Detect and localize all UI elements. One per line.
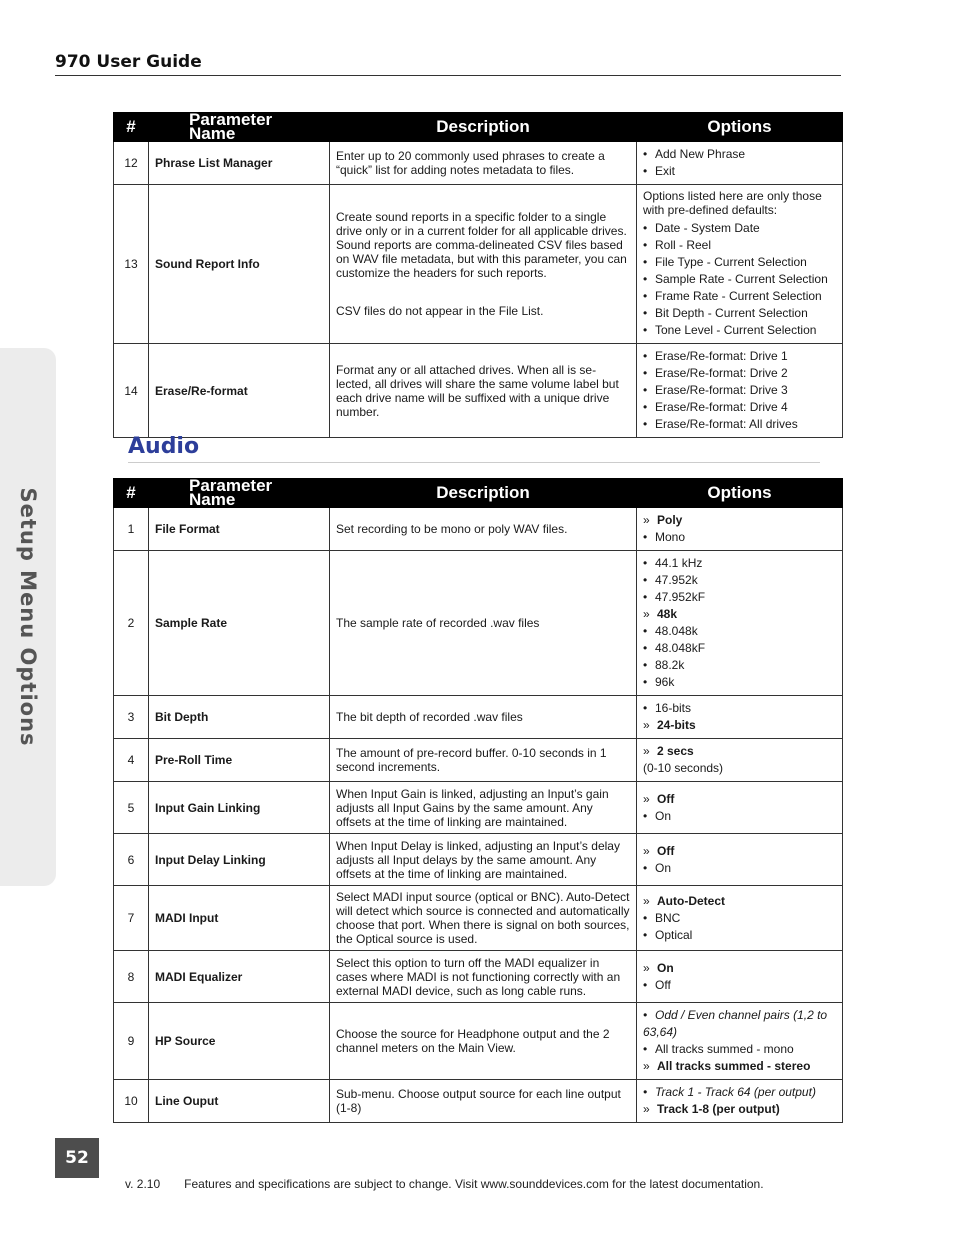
table-row xyxy=(114,142,843,185)
parameter-description xyxy=(330,739,637,782)
option-item xyxy=(643,529,836,546)
option-text: Auto-Detect xyxy=(657,893,725,908)
section-title-audio: Audio xyxy=(128,434,200,459)
option-text: All tracks summed - mono xyxy=(655,1042,794,1056)
row-number: 1 xyxy=(114,508,149,551)
option-item xyxy=(643,555,836,572)
option-text: Poly xyxy=(657,513,683,527)
row-number: 7 xyxy=(114,886,149,951)
option-text: On xyxy=(657,960,674,975)
bullet-icon: • xyxy=(643,910,648,925)
option-item xyxy=(643,146,836,163)
row-number: 10 xyxy=(114,1080,149,1123)
description-paragraph: Choose the source for Headphone output and the 2 channel meters on the Main View. xyxy=(336,1027,610,1055)
option-item xyxy=(643,860,836,877)
table-row xyxy=(114,951,843,1003)
option-text: Sample Rate - Current Selection xyxy=(655,272,828,286)
bullet-icon: • xyxy=(643,556,648,570)
option-text: File Type - Current Selection xyxy=(655,255,807,269)
option-item xyxy=(643,910,836,927)
option-text: 24-bits xyxy=(657,718,696,732)
parameter-name: Erase/Re-format xyxy=(149,344,330,438)
default-marker-icon: » xyxy=(643,513,650,527)
parameter-description xyxy=(330,834,637,886)
bullet-icon: • xyxy=(643,530,648,544)
column-header-options: Options xyxy=(637,479,843,508)
row-number: 2 xyxy=(114,551,149,696)
option-item-default xyxy=(643,893,836,910)
description-paragraph: When Input Delay is linked, adjusting an Input’s delay adjusts all Input delays by the same amount. Any offsets at the time of linking are maintained. xyxy=(336,838,620,881)
option-text: On xyxy=(655,808,672,823)
parameter-options xyxy=(637,185,843,344)
option-text: 47.952k xyxy=(655,573,698,587)
option-text: All tracks summed - stereo xyxy=(657,1059,811,1073)
description-paragraph: Set recording to be mono or poly WAV files. xyxy=(336,522,568,536)
default-marker-icon: » xyxy=(643,1059,650,1073)
option-item xyxy=(643,589,836,606)
description-paragraph: Enter up to 20 commonly used phrases to create a “quick” list for adding notes metadata to files. xyxy=(336,149,605,177)
parameters-table-audio xyxy=(113,478,843,1123)
default-marker-icon: » xyxy=(643,843,650,858)
option-text: 48k xyxy=(657,607,678,621)
option-item xyxy=(643,348,836,365)
column-header-num: # xyxy=(114,479,149,508)
option-item xyxy=(643,623,836,640)
option-item xyxy=(643,1041,836,1058)
parameter-description xyxy=(330,508,637,551)
option-item-default xyxy=(643,606,836,623)
default-marker-icon: » xyxy=(643,744,650,758)
option-item-default xyxy=(643,843,836,860)
parameter-options xyxy=(637,1080,843,1123)
default-marker-icon: » xyxy=(643,893,650,908)
option-item xyxy=(643,288,836,305)
option-text: Track 1-8 (per output) xyxy=(657,1102,780,1116)
bullet-icon: • xyxy=(643,808,648,823)
bullet-icon: • xyxy=(643,624,648,638)
option-item xyxy=(643,808,836,825)
option-text: 2 secs xyxy=(657,744,694,758)
parameter-options xyxy=(637,344,843,438)
parameter-name: Bit Depth xyxy=(149,696,330,739)
option-item xyxy=(643,760,836,777)
parameter-options xyxy=(637,739,843,782)
option-item xyxy=(643,416,836,433)
option-item xyxy=(643,365,836,382)
column-header-description: Description xyxy=(330,113,637,142)
option-text: Odd / Even channel pairs (1,2 to 63,64) xyxy=(643,1008,828,1039)
description-paragraph: The sample rate of recorded .wav files xyxy=(336,616,540,630)
option-item xyxy=(643,572,836,589)
parameter-options xyxy=(637,951,843,1003)
option-item xyxy=(643,382,836,399)
bullet-icon: • xyxy=(643,272,648,286)
description-paragraph: The amount of pre-record buffer. 0-10 seconds in 1 second increments. xyxy=(336,746,607,774)
table-row xyxy=(114,551,843,696)
option-text: 48.048k xyxy=(655,624,698,638)
parameter-options xyxy=(637,834,843,886)
parameter-description xyxy=(330,1080,637,1123)
parameter-name: MADI Equalizer xyxy=(149,951,330,1003)
parameter-options xyxy=(637,551,843,696)
bullet-icon: • xyxy=(643,366,648,380)
parameters-table-general xyxy=(113,112,843,438)
page-number: 52 xyxy=(55,1138,99,1178)
option-text: On xyxy=(655,860,672,875)
bullet-icon: • xyxy=(643,306,648,320)
bullet-icon: • xyxy=(643,255,648,269)
parameter-description xyxy=(330,344,637,438)
parameter-options xyxy=(637,142,843,185)
option-item-default xyxy=(643,743,836,760)
bullet-icon: • xyxy=(643,1008,648,1022)
table-body xyxy=(114,142,843,438)
bullet-icon: • xyxy=(643,675,648,689)
row-number: 9 xyxy=(114,1003,149,1080)
bullet-icon: • xyxy=(643,658,648,672)
parameter-description xyxy=(330,886,637,951)
parameter-description xyxy=(330,1003,637,1080)
option-item xyxy=(643,220,836,237)
option-text: Erase/Re-format: Drive 4 xyxy=(655,400,788,414)
option-text: Date - System Date xyxy=(655,221,760,235)
parameter-name: Sample Rate xyxy=(149,551,330,696)
option-item-default xyxy=(643,717,836,734)
option-text: Off xyxy=(657,843,675,858)
option-text: Off xyxy=(657,791,675,806)
option-text: 47.952kF xyxy=(655,590,706,604)
option-text: (0-10 seconds) xyxy=(643,761,724,775)
table-row xyxy=(114,1080,843,1123)
description-paragraph: Select this option to turn off the MADI equalizer in cases where MADI is not functioning correctly with an external MADI device, such as long cable runs. xyxy=(336,955,621,998)
option-item-default xyxy=(643,1101,836,1118)
bullet-icon: • xyxy=(643,400,648,414)
bullet-icon: • xyxy=(643,927,648,942)
bullet-icon: • xyxy=(643,349,648,363)
bullet-icon: • xyxy=(643,1085,648,1099)
bullet-icon: • xyxy=(643,238,648,252)
bullet-icon: • xyxy=(643,147,648,161)
default-marker-icon: » xyxy=(643,960,650,975)
option-text: Erase/Re-format: Drive 2 xyxy=(655,366,788,380)
table-row xyxy=(114,739,843,782)
option-item-default xyxy=(643,960,836,977)
bullet-icon: • xyxy=(643,860,648,875)
guide-title: 970 User Guide xyxy=(55,52,202,72)
side-tab-label: Setup Menu Options xyxy=(16,487,40,747)
option-text: Erase/Re-format: Drive 1 xyxy=(655,349,788,363)
option-text: BNC xyxy=(655,910,681,925)
description-paragraph: Sub-menu. Choose output source for each line output (1-8) xyxy=(336,1087,621,1115)
option-item xyxy=(643,1007,836,1041)
parameter-name: Sound Report Info xyxy=(149,185,330,344)
footer-version: v. 2.10 xyxy=(125,1177,161,1191)
option-item-default xyxy=(643,791,836,808)
parameter-options xyxy=(637,886,843,951)
row-number: 5 xyxy=(114,782,149,834)
default-marker-icon: » xyxy=(643,1102,650,1116)
option-item xyxy=(643,322,836,339)
parameter-description xyxy=(330,782,637,834)
parameter-name: File Format xyxy=(149,508,330,551)
option-item xyxy=(643,674,836,691)
option-item xyxy=(643,700,836,717)
bullet-icon: • xyxy=(643,701,648,715)
row-number: 13 xyxy=(114,185,149,344)
parameter-description xyxy=(330,951,637,1003)
column-header-name: Parameter Name xyxy=(149,479,330,508)
parameter-description xyxy=(330,142,637,185)
bullet-icon: • xyxy=(643,417,648,431)
options-note: Options listed here are only those with pre-defined defaults: xyxy=(643,189,822,217)
default-marker-icon: » xyxy=(643,791,650,806)
column-header-description: Description xyxy=(330,479,637,508)
parameter-options xyxy=(637,508,843,551)
default-marker-icon: » xyxy=(643,607,650,621)
option-text: Roll - Reel xyxy=(655,238,712,252)
bullet-icon: • xyxy=(643,573,648,587)
option-text: 16-bits xyxy=(655,701,692,715)
table-row xyxy=(114,185,843,344)
option-item xyxy=(643,163,836,180)
table-row xyxy=(114,344,843,438)
column-header-num: # xyxy=(114,113,149,142)
description-paragraph: CSV files do not appear in the File List. xyxy=(336,304,544,318)
option-item xyxy=(643,271,836,288)
row-number: 6 xyxy=(114,834,149,886)
footer xyxy=(125,1177,764,1191)
parameter-options xyxy=(637,696,843,739)
option-text: Add New Phrase xyxy=(655,147,746,161)
option-item-default xyxy=(643,1058,836,1075)
row-number: 12 xyxy=(114,142,149,185)
row-number: 4 xyxy=(114,739,149,782)
table-row xyxy=(114,782,843,834)
parameter-name: Phrase List Manager xyxy=(149,142,330,185)
parameter-name: MADI Input xyxy=(149,886,330,951)
option-text: Bit Depth - Current Selection xyxy=(655,306,808,320)
table-row xyxy=(114,1003,843,1080)
row-number: 8 xyxy=(114,951,149,1003)
option-item xyxy=(643,657,836,674)
parameter-name: Pre-Roll Time xyxy=(149,739,330,782)
column-header-options: Options xyxy=(637,113,843,142)
table-header-row xyxy=(114,113,843,142)
option-item-default xyxy=(643,512,836,529)
column-header-name: Parameter Name xyxy=(149,113,330,142)
description-paragraph: Select MADI input source (optical or BNC). Auto-Detect will detect which source is connected and automatically choose that port. When there is signal on both sources, the Optical source is used. xyxy=(336,890,630,946)
option-item xyxy=(643,927,836,944)
option-text: Frame Rate - Current Selection xyxy=(655,289,822,303)
option-text: 88.2k xyxy=(655,658,685,672)
parameter-options xyxy=(637,782,843,834)
option-text: Track 1 - Track 64 (per output) xyxy=(655,1085,816,1099)
table-row xyxy=(114,696,843,739)
parameter-name: Input Delay Linking xyxy=(149,834,330,886)
description-paragraph: Create sound reports in a specific folder to a single drive only or in a current folder for all applicable drives. Sound reports are comma-delineated CSV files based on WAV file metadata, but with this parameter, you can customize the headers for such reports. xyxy=(336,210,627,280)
table-body xyxy=(114,508,843,1123)
bullet-icon: • xyxy=(643,590,648,604)
option-text: Erase/Re-format: Drive 3 xyxy=(655,383,788,397)
option-item xyxy=(643,1084,836,1101)
option-item xyxy=(643,254,836,271)
description-paragraph: The bit depth of recorded .wav files xyxy=(336,710,523,724)
parameter-description xyxy=(330,185,637,344)
row-number: 3 xyxy=(114,696,149,739)
bullet-icon: • xyxy=(643,289,648,303)
parameter-description xyxy=(330,696,637,739)
footer-notice: Features and specifications are subject to change. Visit www.sounddevices.com for the latest documentation. xyxy=(184,1177,764,1191)
option-item xyxy=(643,305,836,322)
table-row xyxy=(114,508,843,551)
bullet-icon: • xyxy=(643,323,648,337)
option-item xyxy=(643,399,836,416)
header-rule xyxy=(55,75,841,76)
paragraph-gap xyxy=(336,280,630,304)
option-text: Optical xyxy=(655,927,693,942)
description-paragraph: Format any or all attached drives. When all is se-lected, all drives will share the same volume label but each drive name will be suffixed with a unique drive number. xyxy=(336,362,619,419)
bullet-icon: • xyxy=(643,641,648,655)
table-row xyxy=(114,834,843,886)
option-text: 96k xyxy=(655,675,675,689)
option-text: 44.1 kHz xyxy=(655,556,703,570)
option-text: Erase/Re-format: All drives xyxy=(655,417,798,431)
option-text: Tone Level - Current Selection xyxy=(655,323,817,337)
option-item xyxy=(643,237,836,254)
parameter-name: Input Gain Linking xyxy=(149,782,330,834)
bullet-icon: • xyxy=(643,164,648,178)
option-text: Off xyxy=(655,977,671,992)
description-paragraph: When Input Gain is linked, adjusting an Input’s gain adjusts all Input Gains by the same amount. Any offsets at the time of linking are maintained. xyxy=(336,786,609,829)
option-item xyxy=(643,977,836,994)
option-text: 48.048kF xyxy=(655,641,706,655)
option-text: Exit xyxy=(655,164,676,178)
parameter-description xyxy=(330,551,637,696)
section-rule xyxy=(128,462,820,463)
default-marker-icon: » xyxy=(643,718,650,732)
parameter-name: Line Ouput xyxy=(149,1080,330,1123)
parameter-name: HP Source xyxy=(149,1003,330,1080)
row-number: 14 xyxy=(114,344,149,438)
option-text: Mono xyxy=(655,530,686,544)
option-item xyxy=(643,640,836,657)
bullet-icon: • xyxy=(643,977,648,992)
table-header-row xyxy=(114,479,843,508)
bullet-icon: • xyxy=(643,221,648,235)
bullet-icon: • xyxy=(643,383,648,397)
table-row xyxy=(114,886,843,951)
bullet-icon: • xyxy=(643,1042,648,1056)
parameter-options xyxy=(637,1003,843,1080)
